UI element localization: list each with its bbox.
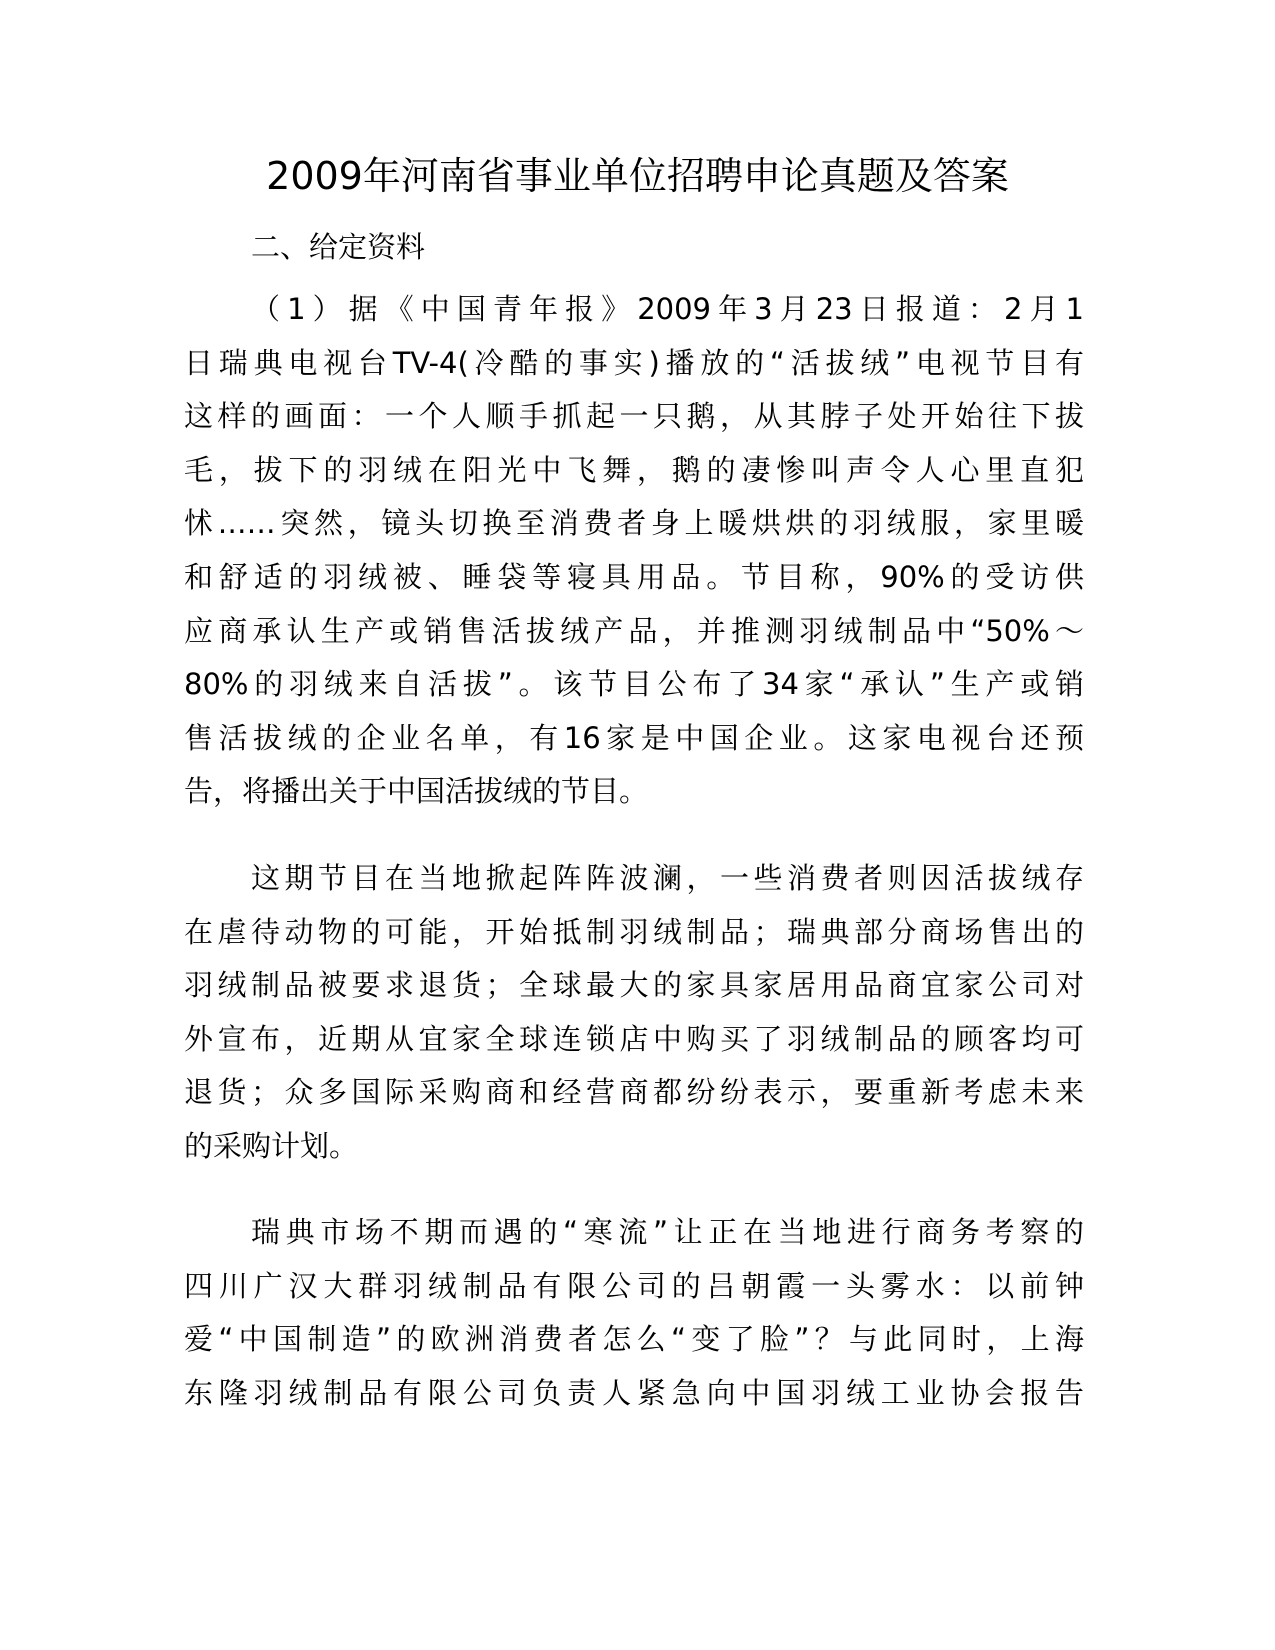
paragraph-line: 毛，拔下的羽绒在阳光中飞舞，鹅的凄惨叫声令人心里直犯	[184, 452, 1084, 487]
paragraph-line: 的采购计划。	[184, 1128, 359, 1163]
paragraph-line: 和舒适的羽绒被、睡袋等寝具用品。节目称，90%的受访供	[184, 559, 1084, 594]
paragraph-1	[184, 283, 1084, 819]
paragraph-line: 东隆羽绒制品有限公司负责人紧急向中国羽绒工业协会报告	[184, 1375, 1084, 1410]
paragraph-line: 外宣布，近期从宜家全球连锁店中购买了羽绒制品的顾客均可	[184, 1021, 1084, 1056]
paragraph-line: 羽绒制品被要求退货；全球最大的家具家居用品商宜家公司对	[184, 968, 1084, 1003]
paragraph-2	[184, 852, 1084, 1174]
paragraph-line: 四川广汉大群羽绒制品有限公司的吕朝霞一头雾水：以前钟	[184, 1268, 1084, 1303]
document-title: 2009年河南省事业单位招聘申论真题及答案	[266, 154, 1009, 198]
paragraph-line: 这期节目在当地掀起阵阵波澜，一些消费者则因活拔绒存	[251, 861, 1084, 895]
paragraph-line: 告，将播出关于中国活拔绒的节目。	[184, 774, 649, 809]
paragraph-line: 怵……突然，镜头切换至消费者身上暖烘烘的羽绒服，家里暖	[184, 506, 1084, 541]
paragraph-3	[184, 1206, 1084, 1420]
paragraph-line: 退货；众多国际采购商和经营商都纷纷表示，要重新考虑未来	[184, 1075, 1084, 1110]
paragraph-line: 应商承认生产或销售活拔绒产品，并推测羽绒制品中“50%～	[184, 613, 1084, 648]
paragraph-line: 80%的羽绒来自活拔”。该节目公布了34家“承认”生产或销	[184, 667, 1084, 702]
paragraph-line: 在虐待动物的可能，开始抵制羽绒制品；瑞典部分商场售出的	[184, 914, 1084, 949]
paragraph-line: 爱“中国制造”的欧洲消费者怎么“变了脸”？与此同时，上海	[184, 1322, 1084, 1357]
paragraph-line: 这样的画面：一个人顺手抓起一只鹅，从其脖子处开始往下拔	[184, 399, 1084, 434]
paragraph-line: 瑞典市场不期而遇的“寒流”让正在当地进行商务考察的	[251, 1215, 1084, 1249]
paragraph-line: 售活拔绒的企业名单，有16家是中国企业。这家电视台还预	[184, 720, 1084, 755]
section-heading: 二、给定资料	[251, 230, 426, 264]
paragraph-line: 日瑞典电视台TV-4(冷酷的事实)播放的“活拔绒”电视节目有	[184, 345, 1084, 380]
paragraph-line: （1）据《中国青年报》2009年3月23日报道：2月1	[251, 292, 1084, 326]
